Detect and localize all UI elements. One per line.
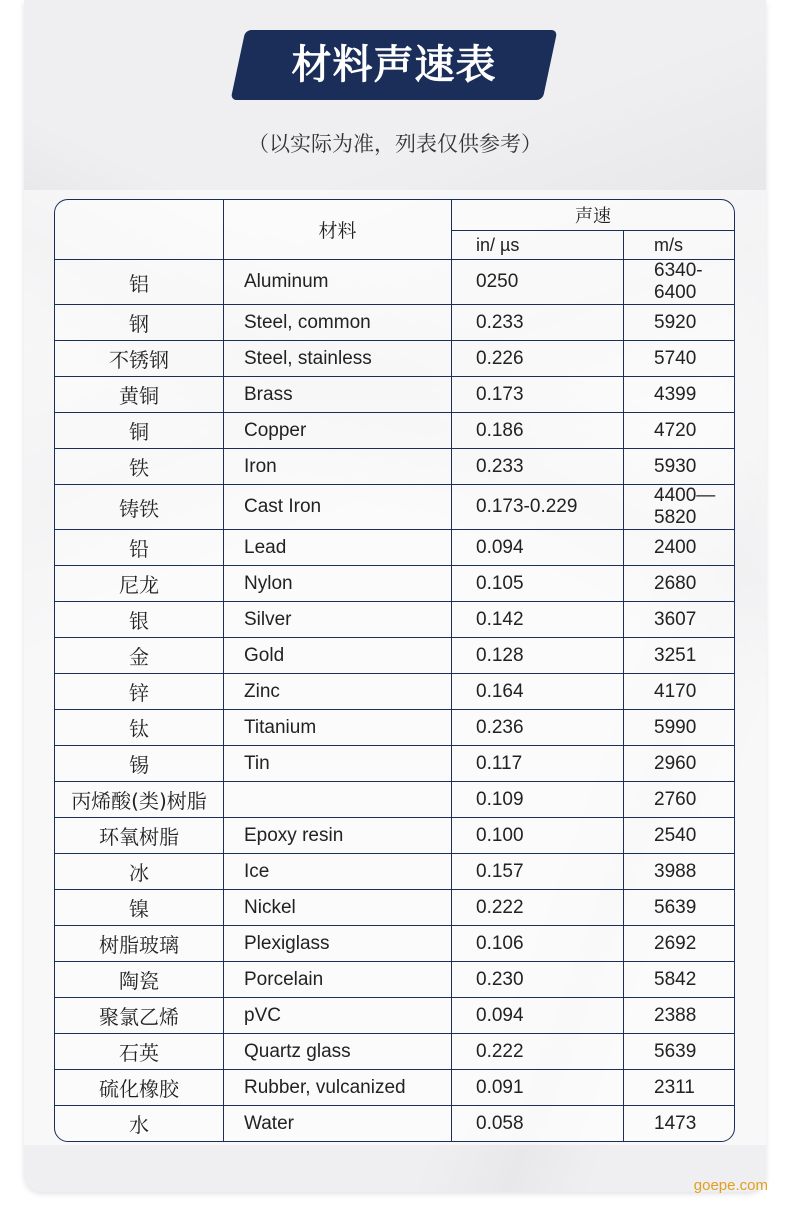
table-row	[55, 710, 734, 746]
cell-speed-m-s: 5740	[624, 341, 734, 377]
cell-speed-m-s: 2400	[624, 530, 734, 566]
cell-speed-in-us: 0.094	[452, 530, 624, 566]
cell-speed-in-us: 0.236	[452, 710, 624, 746]
table-row	[55, 485, 734, 530]
cell-speed-m-s: 2388	[624, 998, 734, 1034]
cell-speed-in-us: 0250	[452, 260, 624, 305]
cell-material-en: Aluminum	[224, 260, 452, 305]
cell-material-cn: 石英	[55, 1034, 224, 1070]
cell-material-en: pVC	[224, 998, 452, 1034]
table-row	[55, 377, 734, 413]
cell-speed-in-us: 0.233	[452, 449, 624, 485]
cell-speed-m-s: 5920	[624, 305, 734, 341]
table-row	[55, 449, 734, 485]
cell-material-en: Nickel	[224, 890, 452, 926]
cell-material-cn: 钢	[55, 305, 224, 341]
cell-speed-m-s: 3607	[624, 602, 734, 638]
table-row	[55, 962, 734, 998]
cell-material-en: Silver	[224, 602, 452, 638]
table-row	[55, 602, 734, 638]
cell-material-cn: 铜	[55, 413, 224, 449]
cell-material-cn: 铁	[55, 449, 224, 485]
cell-speed-in-us: 0.106	[452, 926, 624, 962]
cell-material-en: Steel, common	[224, 305, 452, 341]
cell-speed-m-s: 1473	[654, 1112, 697, 1134]
cell-speed-in-us: 0.105	[452, 566, 624, 602]
cell-speed-in-us: 0.109	[452, 782, 624, 818]
table-row	[55, 1106, 734, 1141]
table-row	[55, 530, 734, 566]
cell-speed-in-us: 0.173-0.229	[452, 485, 624, 530]
table-row	[55, 566, 734, 602]
cell-speed-in-us: 0.164	[452, 674, 624, 710]
cell-material-cn: 金	[55, 638, 224, 674]
cell-speed-m-s: 5639	[624, 1034, 734, 1070]
cell-material-en: Quartz glass	[224, 1034, 452, 1070]
cell-speed-m-s: 4399	[624, 377, 734, 413]
cell-speed-m-s: 4170	[624, 674, 734, 710]
cell-material-cn: 尼龙	[55, 566, 224, 602]
cell-speed-m-s: 2540	[624, 818, 734, 854]
cell-material-cn: 铸铁	[55, 485, 224, 530]
cell-speed-in-us: 0.100	[452, 818, 624, 854]
cell-material-cn: 锡	[55, 746, 224, 782]
table-row	[55, 413, 734, 449]
cell-material-en: Epoxy resin	[224, 818, 452, 854]
table-row	[55, 890, 734, 926]
cell-material-cn: 水	[55, 1106, 224, 1141]
cell-material-en: Cast Iron	[224, 485, 452, 530]
cell-material-cn: 钛	[55, 710, 224, 746]
table-row	[55, 260, 734, 305]
cell-speed-in-us: 0.233	[452, 305, 624, 341]
cell-speed-m-s: 6340-6400	[624, 260, 734, 305]
header-speed: 声速	[452, 200, 734, 231]
cell-material-cn: 陶瓷	[55, 962, 224, 998]
cell-material-en: Brass	[224, 377, 452, 413]
cell-material-cn: 环氧树脂	[55, 818, 224, 854]
cell-material-en: Lead	[224, 530, 452, 566]
cell-material-en: Copper	[224, 413, 452, 449]
cell-material-en: Water	[224, 1106, 452, 1141]
cell-speed-in-us: 0.142	[452, 602, 624, 638]
cell-speed-in-us: 0.222	[452, 1034, 624, 1070]
cell-material-cn: 硫化橡胶	[55, 1070, 224, 1106]
header-empty-cell	[55, 200, 224, 260]
cell-speed-m-s: 3988	[624, 854, 734, 890]
header-unit-in-us: in/ µs	[452, 231, 624, 260]
cell-material-en: Zinc	[224, 674, 452, 710]
watermark: goepe.com	[693, 1177, 768, 1194]
cell-speed-in-us: 0.186	[452, 413, 624, 449]
table-row	[55, 854, 734, 890]
table-row	[55, 638, 734, 674]
page-subtitle: （以实际为准，列表仅供参考）	[248, 132, 542, 156]
cell-speed-m-s: 2692	[624, 926, 734, 962]
cell-material-en: Tin	[224, 746, 452, 782]
cell-speed-m-s: 2680	[624, 566, 734, 602]
cell-speed-in-us: 0.173	[452, 377, 624, 413]
cell-material-cn: 丙烯酸(类)树脂	[55, 782, 224, 818]
cell-material-cn: 锌	[55, 674, 224, 710]
cell-material-cn: 镍	[55, 890, 224, 926]
cell-speed-in-us: 0.117	[452, 746, 624, 782]
cell-material-en: Steel, stainless	[224, 341, 452, 377]
header-unit-m-s: m/s	[624, 231, 734, 260]
table-row	[55, 746, 734, 782]
cell-material-en: Iron	[224, 449, 452, 485]
cell-material-cn: 银	[55, 602, 224, 638]
table-body	[55, 260, 734, 1141]
cell-material-cn: 树脂玻璃	[55, 926, 224, 962]
page-title: 材料声速表	[291, 42, 497, 88]
cell-material-en	[224, 782, 452, 818]
cell-speed-m-s: 5930	[624, 449, 734, 485]
cell-material-en: Titanium	[224, 710, 452, 746]
table-row	[55, 1070, 734, 1106]
cell-material-en: Rubber, vulcanized	[224, 1070, 452, 1106]
header-material: 材料	[224, 200, 452, 260]
cell-speed-m-s: 5639	[624, 890, 734, 926]
cell-material-cn: 黄铜	[55, 377, 224, 413]
cell-speed-in-us: 0.094	[452, 998, 624, 1034]
cell-material-cn: 冰	[55, 854, 224, 890]
cell-speed-in-us: 0.226	[452, 341, 624, 377]
table-row	[55, 341, 734, 377]
cell-material-cn: 铅	[55, 530, 224, 566]
cell-speed-m-s: 4720	[624, 413, 734, 449]
table-row	[55, 998, 734, 1034]
cell-speed-in-us: 0.091	[452, 1070, 624, 1106]
cell-material-en: Plexiglass	[224, 926, 452, 962]
table-row	[55, 782, 734, 818]
cell-speed-m-s: 5990	[624, 710, 734, 746]
table-row	[55, 1034, 734, 1070]
cell-material-cn: 铝	[55, 260, 224, 305]
cell-speed-m-s: 2960	[624, 746, 734, 782]
table-row	[55, 305, 734, 341]
sound-speed-table	[54, 199, 735, 1142]
cell-material-en: Porcelain	[224, 962, 452, 998]
cell-speed-m-s: 2311	[624, 1070, 734, 1106]
cell-speed-m-s: 5842	[624, 962, 734, 998]
cell-speed-in-us: 0.230	[452, 962, 624, 998]
cell-speed-in-us: 0.157	[452, 854, 624, 890]
cell-speed-in-us: 0.058	[452, 1106, 624, 1141]
table-row	[55, 926, 734, 962]
cell-material-cn: 不锈钢	[55, 341, 224, 377]
cell-speed-m-s: 3251	[624, 638, 734, 674]
cell-material-en: Nylon	[224, 566, 452, 602]
cell-speed-m-s: 4400—5820	[624, 485, 734, 530]
cell-material-cn: 聚氯乙烯	[55, 998, 224, 1034]
cell-speed-m-s: 2760	[624, 782, 734, 818]
cell-material-en: Ice	[224, 854, 452, 890]
table-row	[55, 818, 734, 854]
cell-speed-in-us: 0.128	[452, 638, 624, 674]
cell-material-en: Gold	[224, 638, 452, 674]
table-row	[55, 674, 734, 710]
cell-speed-in-us: 0.222	[452, 890, 624, 926]
